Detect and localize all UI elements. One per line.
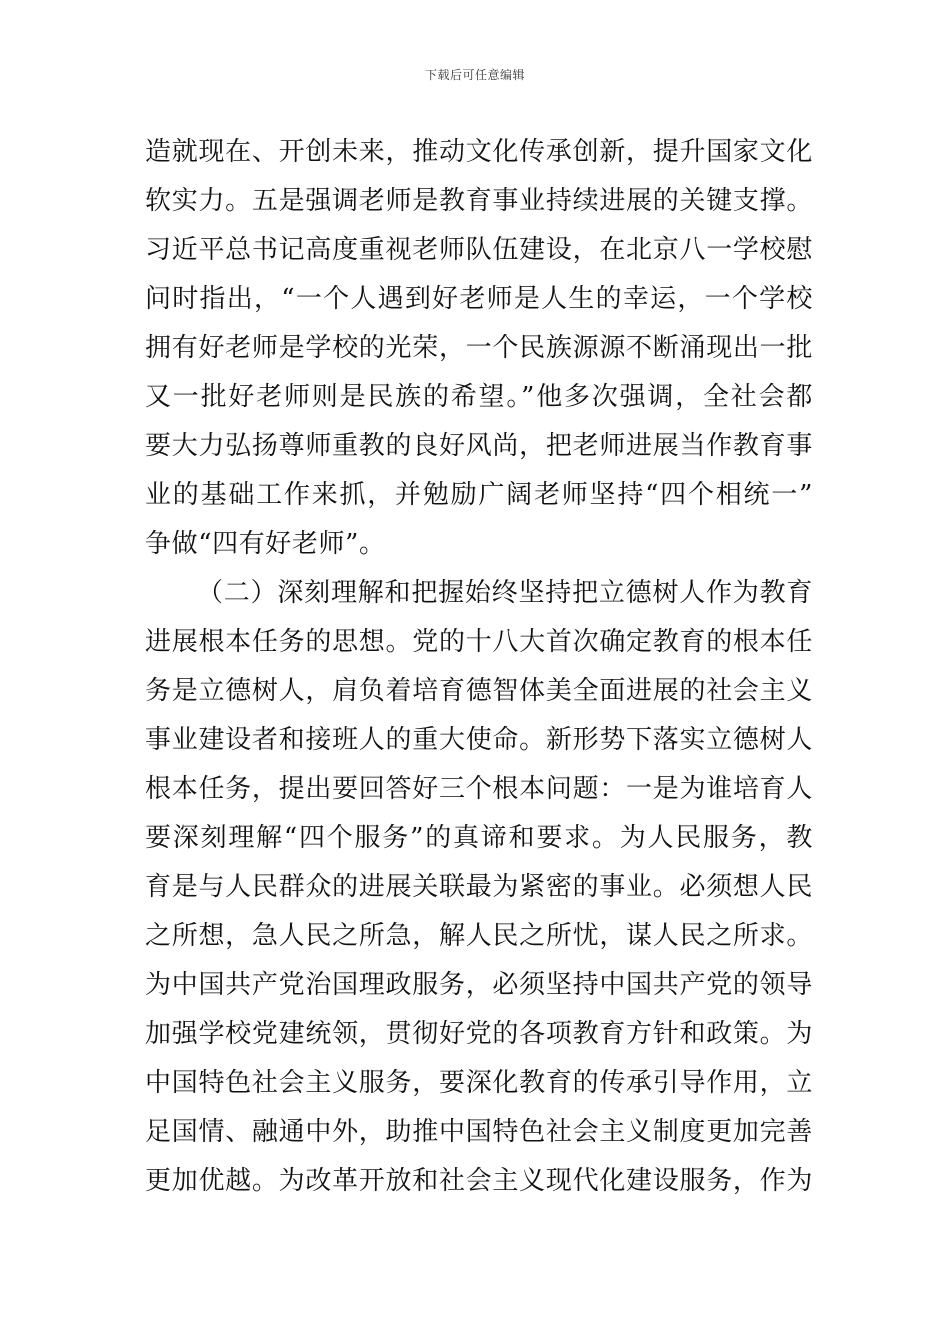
text-line: 造就现在、开创未来，推动文化传承创新，提升国家文化 xyxy=(145,137,813,167)
text-line: 要深刻理解“四个服务”的真谛和要求。为人民服务，教 xyxy=(145,823,813,853)
text-line: 更加优越。为改革开放和社会主义现代化建设服务，作为 xyxy=(145,1166,813,1196)
text-line: 中国特色社会主义服务，要深化教育的传承引导作用，立 xyxy=(145,1068,813,1098)
text-line: 根本任务，提出要回答好三个根本问题：一是为谁培育人 xyxy=(145,774,813,804)
text-line: 育是与人民群众的进展关联最为紧密的事业。必须想人民 xyxy=(145,872,813,902)
paragraph-first-line: （二）深刻理解和把握始终坚持把立德树人作为教育 xyxy=(197,578,813,608)
text-line: 之所想，急人民之所急，解人民之所忧，谋人民之所求。 xyxy=(145,921,813,951)
text-line: 拥有好老师是学校的光荣，一个民族源源不断涌现出一批 xyxy=(145,333,813,363)
text-line: 为中国共产党治国理政服务，必须坚持中国共产党的领导 xyxy=(145,970,813,1000)
text-line: 习近平总书记高度重视老师队伍建设，在北京八一学校慰 xyxy=(145,235,813,265)
text-line: 软实力。五是强调老师是教育事业持续进展的关键支撑。 xyxy=(145,186,813,216)
text-line: 事业建设者和接班人的重大使命。新形势下落实立德树人 xyxy=(145,725,813,755)
document-body xyxy=(145,128,813,1206)
text-line: 足国情、融通中外，助推中国特色社会主义制度更加完善 xyxy=(145,1117,813,1147)
text-line: 业的基础工作来抓，并勉励广阔老师坚持“四个相统一” xyxy=(145,480,813,510)
text-line: 又一批好老师则是民族的希望。”他多次强调，全社会都 xyxy=(145,382,813,412)
text-line: 争做“四有好老师”。 xyxy=(145,529,386,559)
text-line: 加强学校党建统领，贯彻好党的各项教育方针和政策。为 xyxy=(145,1019,813,1049)
text-line: 要大力弘扬尊师重教的良好风尚，把老师进展当作教育事 xyxy=(145,431,813,461)
text-line: 进展根本任务的思想。党的十八大首次确定教育的根本任 xyxy=(145,627,813,657)
text-line: 务是立德树人，肩负着培育德智体美全面进展的社会主义 xyxy=(145,676,813,706)
page-header: 下载后可任意编辑 xyxy=(424,68,525,82)
text-line: 问时指出，“一个人遇到好老师是人生的幸运，一个学校 xyxy=(145,284,813,314)
